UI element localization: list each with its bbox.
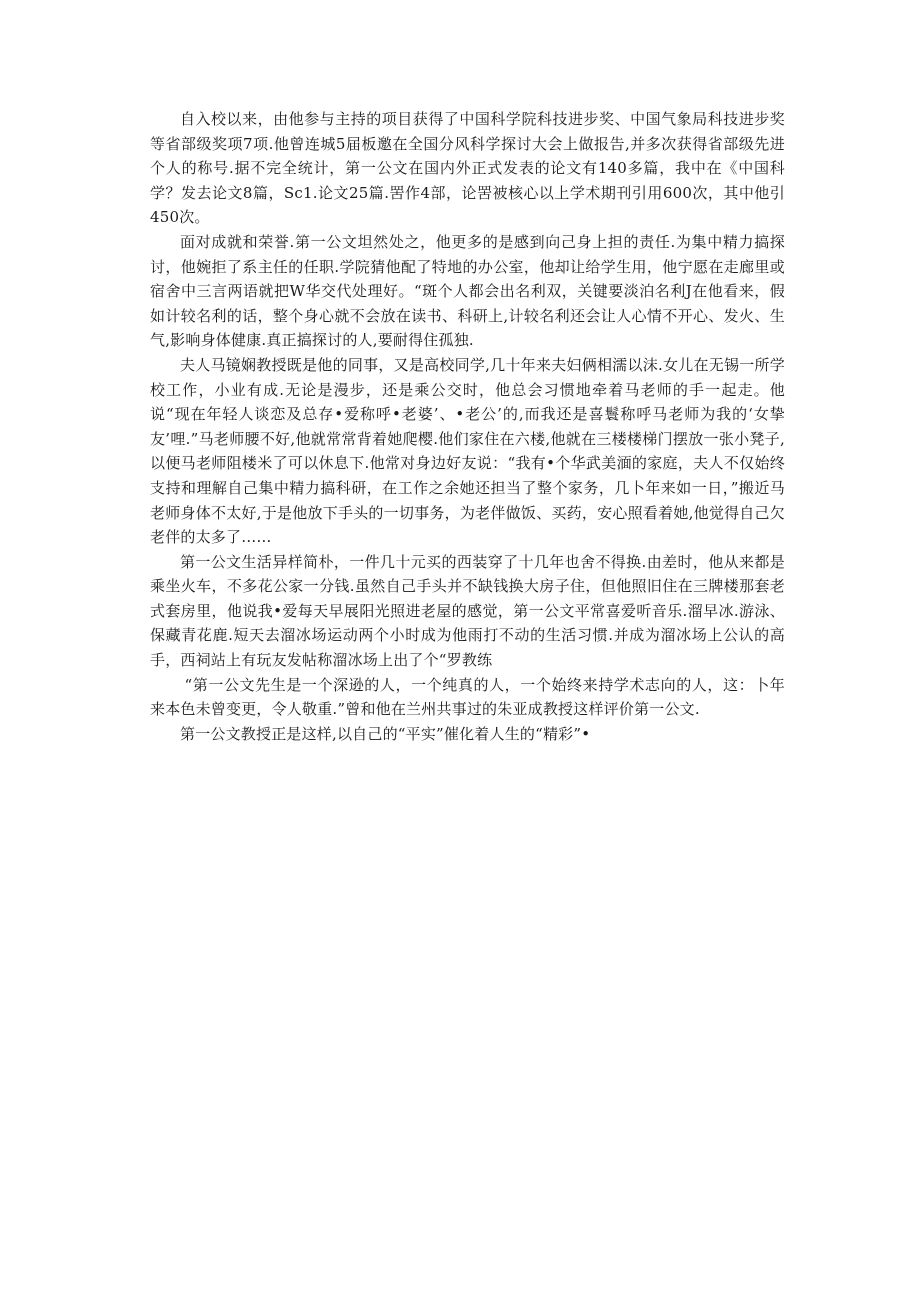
paragraph-family: 夫人马镜娴教授既是他的同事，又是高校同学,几十年来夫妇俩相濡以沫.女儿在无锡一所学校工作，小业有成.无论是漫步，还是乘公交时，他总会习惯地牵着马老师的手一起走。他说“现在年轻人谈恋及总存•爱称呼•老婆’、•老公’的,而我还是喜鬟称呼马老师为我的‘女挚友’哩.”马老师腰不好,他就常常背着她爬樱.他们家住在六楼,他就在三楼楼梯门摆放一张小凳子,以便马老师阻楼米了可以休息下.他常对身边好友说：“我有•个华武美湎的家庭，夫人不仅始终支持和理解自己集中精力搞科研，在工作之余她还担当了整个家务，几卜年来如一日，”搬近马老师身体不太好,于是他放下手头的一切事务，为老伴做饭、买药，安心照看着她,他觉得自己欠老伴的太多了…… [150,355,785,547]
document-body [150,107,785,746]
paragraph-honors: 面对成就和荣誉.第一公文坦然处之，他更多的是感到向己身上担的责任.为集中精力搞探讨，他婉拒了系主任的任职.学院猜他配了特地的办公室，他却让给学生用，他宁愿在走廊里或宿舍中三言两语就把W华交代处理好。“斑个人都会出名利双，关键要淡泊名利J在他看来，假如计较名利的话，整个身心就不会放在读书、科研上,计较名利还会让人心情不开心、发火、生气,影响身体健康.真正搞探讨的人,要耐得住孤独. [150,232,785,350]
paragraph-evaluation: “第一公文先生是一个深逊的人，一个纯真的人，一个始终来持学术志向的人，这：卜年来本色未曾变更，令人敬重.”曾和他在兰州共事过的朱亚成教授这样评价第一公文. [150,675,785,719]
paragraph-conclusion: 第一公文教授正是这样,以自己的“平实”催化着人生的“精彩”• [180,724,591,743]
paragraph-lifestyle: 第一公文生活异样简朴，一件几十元买的西装穿了十几年也舍不得换.由差时，他从来都是乘坐火车，不多花公家一分钱.虽然自己手头并不缺钱换大房子住，但他照旧住在三牌楼那套老式套房里，他说我•爱每天早展阳光照进老屋的感觉，第一公文平常喜爱听音乐.溜早冰.游泳、保藏青花鹿.短天去溜冰场运动两个小时成为他雨打不动的生活习惯.并成为溜冰场上公认的高手，西祠站上有玩友发帖称溜冰场上出了个“罗教练 [150,552,785,670]
paragraph-achievements: 自入校以来，由他参与主持的项目获得了中国科学院科技进步奖、中国气象局科技进步奖等省部级奖项7项.他曾连城5届板邀在全国分风科学探讨大会上做报告,并多次获得省部级先进个人的称号.据不完全统计，第一公文在国内外正式发表的论文有140多篇，我中在《中国科学？发去论文8篇，Sc1.论文25篇.罟作4部，论罟被核心以上学术期刊引用600次，其中他引450次。 [150,110,785,227]
